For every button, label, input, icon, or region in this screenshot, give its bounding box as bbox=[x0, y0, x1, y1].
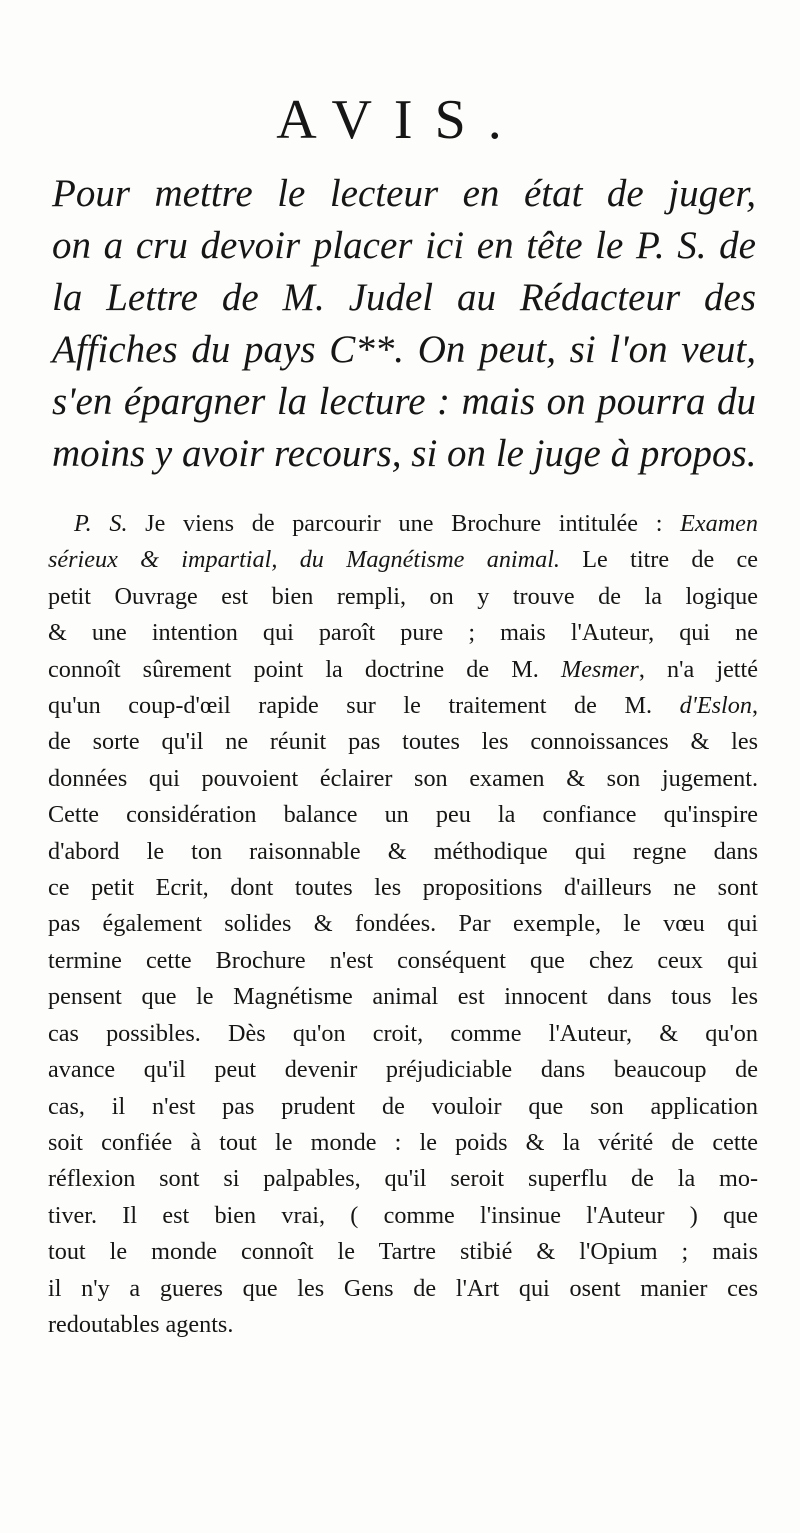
postscript-paragraph bbox=[48, 506, 758, 1343]
intro-notice bbox=[52, 168, 756, 480]
text-line: tout le monde connoît le Tartre stibié & l'Opium ; mais bbox=[48, 1238, 758, 1266]
text-run: qu'un coup-d'œil rapide sur le traitement de M. bbox=[48, 692, 680, 720]
text-line: réflexion sont si palpables, qu'il seroit superflu de la mo- bbox=[48, 1165, 758, 1193]
text-line: avance qu'il peut devenir préjudiciable dans beaucoup de bbox=[48, 1056, 758, 1084]
intro-line: la Lettre de M. Judel au Rédacteur des bbox=[52, 276, 756, 319]
text-line: redoutables agents. bbox=[48, 1310, 234, 1338]
text-line: ce petit Ecrit, dont toutes les propositions d'ailleurs ne sont bbox=[48, 874, 758, 902]
person-name-deslon: d'Eslon bbox=[679, 692, 752, 720]
text-line: Cette considération balance un peu la confiance qu'inspire bbox=[48, 801, 758, 829]
text-run: Le titre de ce bbox=[559, 546, 758, 574]
text-line: pas également solides & fondées. Par exemple, le vœu qui bbox=[48, 910, 758, 938]
text-line: il n'y a gueres que les Gens de l'Art qui osent manier ces bbox=[48, 1274, 758, 1302]
text-line bbox=[48, 652, 758, 688]
book-title-run: Examen bbox=[680, 510, 758, 537]
text-line bbox=[48, 542, 758, 578]
text-run: Je viens de parcourir une Brochure intitulée : bbox=[127, 510, 681, 537]
intro-line: s'en épargner la lecture : mais on pourra du bbox=[52, 380, 756, 423]
person-name-mesmer: Mesmer bbox=[560, 655, 639, 683]
text-line: tiver. Il est bien vrai, ( comme l'insinue l'Auteur ) que bbox=[48, 1201, 758, 1229]
intro-line: on a cru devoir placer ici en tête le P. S. de bbox=[52, 224, 756, 267]
intro-line: Pour mettre le lecteur en état de juger, bbox=[52, 172, 756, 215]
text-line: pensent que le Magnétisme animal est innocent dans tous les bbox=[48, 983, 758, 1011]
intro-line: moins y avoir recours, si on le juge à propos. bbox=[52, 432, 757, 475]
text-line: de sorte qu'il ne réunit pas toutes les connoissances & les bbox=[48, 728, 758, 756]
text-line: données qui pouvoient éclairer son examen & son jugement. bbox=[48, 764, 758, 792]
text-line: cas, il n'est pas prudent de vouloir que son application bbox=[48, 1092, 758, 1120]
book-title-run: sérieux & impartial, du Magnétisme animal. bbox=[48, 546, 560, 574]
text-run: , bbox=[751, 692, 758, 720]
text-line: d'abord le ton raisonnable & méthodique qui regne dans bbox=[48, 837, 758, 865]
text-run: , n'a jetté bbox=[638, 655, 758, 683]
intro-line: Affiches du pays C**. On peut, si l'on veut, bbox=[52, 328, 756, 371]
text-line bbox=[48, 506, 758, 542]
text-line: cas possibles. Dès qu'on croit, comme l'Auteur, & qu'on bbox=[48, 1019, 758, 1047]
text-line: petit Ouvrage est bien rempli, on y trouve de la logique bbox=[48, 582, 758, 610]
text-line: termine cette Brochure n'est conséquent que chez ceux qui bbox=[48, 946, 758, 974]
page-heading: AVIS. bbox=[276, 89, 524, 151]
text-line: & une intention qui paroît pure ; mais l'Auteur, qui ne bbox=[48, 619, 758, 647]
ps-lead: P. S. bbox=[74, 510, 128, 537]
text-line bbox=[48, 688, 758, 724]
text-line: soit confiée à tout le monde : le poids & la vérité de cette bbox=[48, 1128, 758, 1156]
text-run: connoît sûrement point la doctrine de M. bbox=[48, 655, 561, 683]
